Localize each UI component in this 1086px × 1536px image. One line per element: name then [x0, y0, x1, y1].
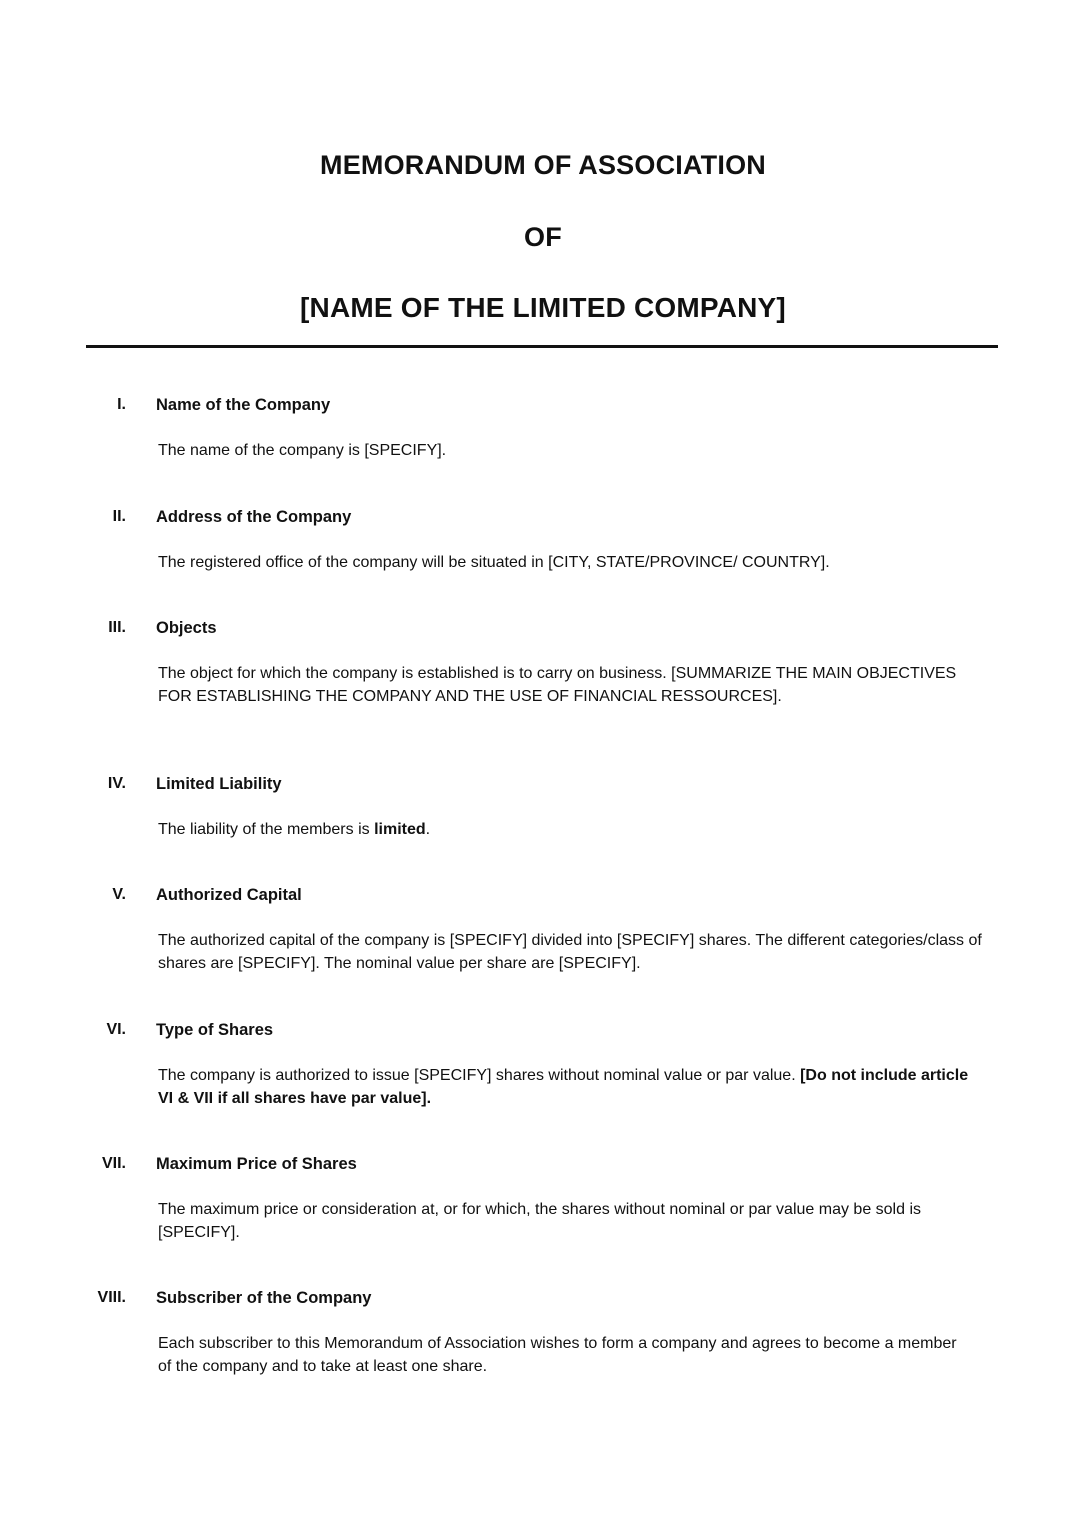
section-heading: Limited Liability [156, 775, 282, 793]
section-heading: Address of the Company [156, 508, 352, 526]
section-body-emphasis: [Do not include article VI & VII if all shares have par value]. [158, 1067, 969, 1107]
section-numeral: IV. [107, 775, 126, 792]
section-numeral: VI. [106, 1021, 126, 1038]
section-body: The maximum price or consideration at, or for which, the shares without nominal or par value may be sold is [SPECIFY]. [158, 1201, 922, 1241]
section-body-emphasis: limited [374, 821, 426, 838]
section-numeral: I. [117, 396, 126, 413]
section-body: The name of the company is [SPECIFY]. [158, 442, 447, 459]
section-body: The authorized capital of the company is [SPECIFY] divided into [SPECIFY] shares. The different categories/class of shares are [SPECIFY]. The nominal value per share are [SPECIFY]. [158, 932, 982, 972]
section-body-text-end: . [425, 821, 431, 838]
section-numeral: III. [108, 619, 126, 636]
section-body-text: The company is authorized to issue [SPECIFY] shares without nominal value or par value. [158, 1067, 801, 1084]
section-numeral: II. [112, 508, 126, 525]
section-body: The object for which the company is established is to carry on business. [SUMMARIZE THE MAIN OBJECTIVES FOR ESTABLISHING THE COMPANY AND THE USE OF FINANCIAL RESSOURCES]. [158, 665, 957, 705]
section-heading: Name of the Company [156, 396, 331, 414]
section-body-text: The liability of the members is [158, 821, 375, 838]
section-heading: Maximum Price of Shares [156, 1155, 357, 1173]
section-body: The registered office of the company will be situated in [CITY, STATE/PROVINCE/ COUNTRY]. [158, 554, 830, 571]
section-body [158, 819, 1003, 842]
section-numeral: VII. [101, 1155, 126, 1172]
section-numeral: V. [112, 886, 126, 903]
section-heading: Objects [156, 619, 217, 637]
section-heading: Type of Shares [156, 1021, 274, 1039]
section-body [158, 1065, 983, 1110]
section-heading: Subscriber of the Company [156, 1289, 372, 1307]
section-heading: Authorized Capital [156, 886, 302, 904]
section-numeral: VIII. [97, 1289, 126, 1306]
section-body: Each subscriber to this Memorandum of Association wishes to form a company and agrees to become a member of the company and to take at least one share. [158, 1335, 957, 1375]
document-title-of: OF [524, 222, 562, 252]
company-name-placeholder: [NAME OF THE LIMITED COMPANY] [300, 292, 786, 323]
title-divider [86, 345, 998, 348]
document-title: MEMORANDUM OF ASSOCIATION [320, 150, 766, 180]
